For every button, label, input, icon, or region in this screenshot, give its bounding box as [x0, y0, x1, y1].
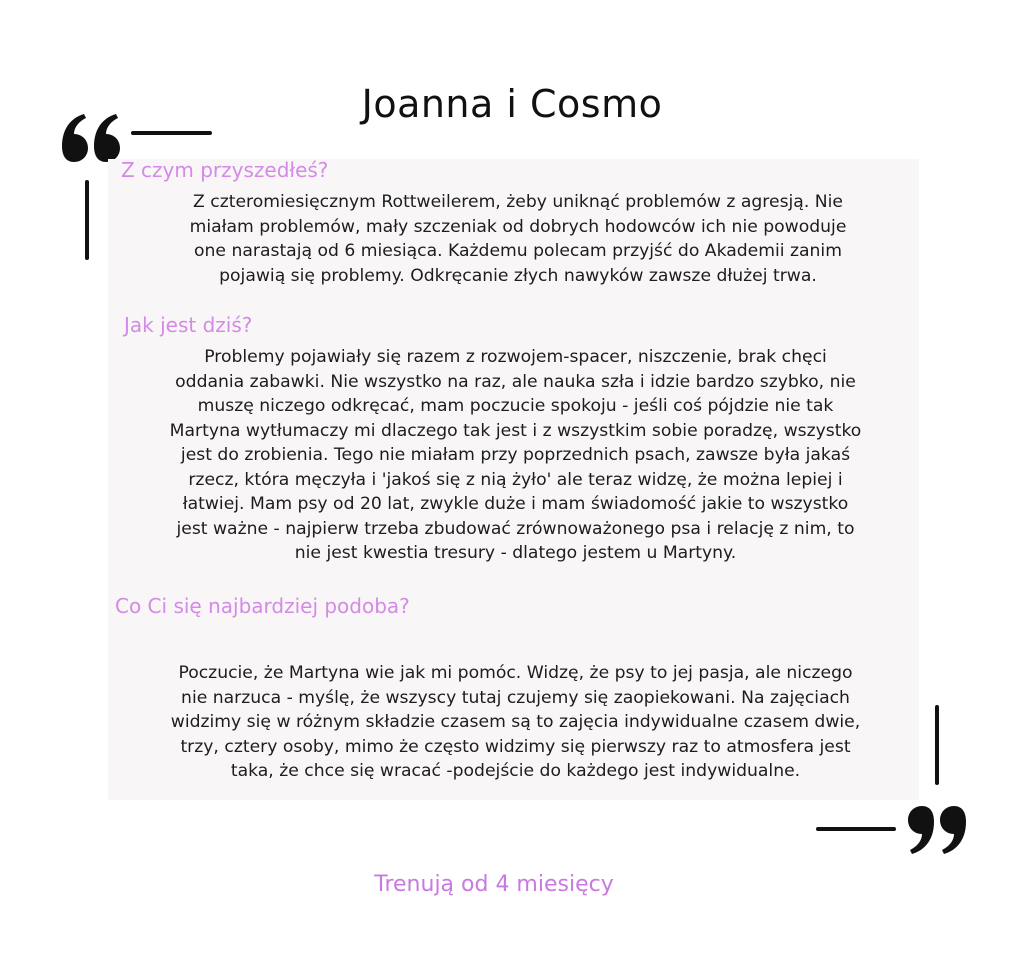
answer-line: miałam problemów, mały szczeniak od dobrych hodowców ich nie powoduje: [189, 216, 847, 237]
answer-line: nie narzuca - myślę, że wszyscy tutaj czujemy się zaopiekowani. Na zajęciach: [181, 687, 850, 708]
training-duration: Trenują od 4 miesięcy: [374, 872, 614, 897]
open-quote-icon: [58, 112, 124, 164]
answer-line: jest ważne - najpierw trzeba zbudować zrównoważonego psa i relację z nim, to: [176, 518, 855, 539]
answer-line: Problemy pojawiały się razem z rozwojem-spacer, niszczenie, brak chęci: [204, 347, 827, 367]
answer-line: nie jest kwestia tresury - dlatego jestem u Martyny.: [294, 543, 737, 563]
answer-line: one narastają od 6 miesiąca. Każdemu polecam przyjść do Akademii zanim: [194, 241, 842, 261]
answer-line: jest do zrobienia. Tego nie miałam przy poprzednich psach, zawsze była jakaś: [180, 445, 851, 465]
close-quote-vertical-line: [935, 705, 939, 785]
close-quote-horizontal-line: [816, 827, 896, 831]
page-title: Joanna i Cosmo: [361, 82, 663, 126]
question-3: Co Ci się najbardziej podoba?: [115, 594, 410, 618]
answer-3: [108, 661, 923, 784]
answer-2: [108, 345, 923, 566]
answer-1: [118, 190, 918, 288]
answer-line: taka, że chce się wracać -podejście do każdego jest indywidualne.: [230, 761, 801, 781]
answer-line: widzimy się w różnym składzie czasem są to zajęcia indywidualne czasem dwie,: [170, 712, 861, 732]
answer-line: trzy, cztery osoby, mimo że często widzimy się pierwszy raz to atmosfera jest: [180, 736, 851, 757]
answer-line: Martyna wytłumaczy mi dlaczego tak jest i z wszystkim sobie poradzę, wszystko: [169, 420, 862, 441]
answer-line: łatwiej. Mam psy od 20 lat, zwykle duże i mam świadomość jakie to wszystko: [182, 494, 849, 514]
answer-line: Poczucie, że Martyna wie jak mi pomóc. Widzę, że psy to jej pasja, ale niczego: [178, 663, 853, 683]
open-quote-horizontal-line: [131, 131, 212, 135]
answer-line: pojawią się problemy. Odkręcanie złych nawyków zawsze dłużej trwa.: [219, 265, 817, 286]
answer-line: rzecz, która męczyła i 'jakoś się z nią żyło' ale teraz widzę, że można lepiej i: [188, 469, 843, 490]
close-quote-icon: [906, 806, 970, 856]
question-1: Z czym przyszedłeś?: [121, 158, 329, 182]
answer-line: muszę niczego odkręcać, mam poczucie spokoju - jeśli coś pójdzie nie tak: [197, 396, 834, 416]
question-2: Jak jest dziś?: [124, 313, 253, 337]
open-quote-vertical-line: [85, 180, 89, 260]
answer-line: Z czteromiesięcznym Rottweilerem, żeby uniknąć problemów z agresją. Nie: [193, 192, 843, 212]
answer-line: oddania zabawki. Nie wszystko na raz, ale nauka szła i idzie bardzo szybko, nie: [175, 371, 856, 392]
